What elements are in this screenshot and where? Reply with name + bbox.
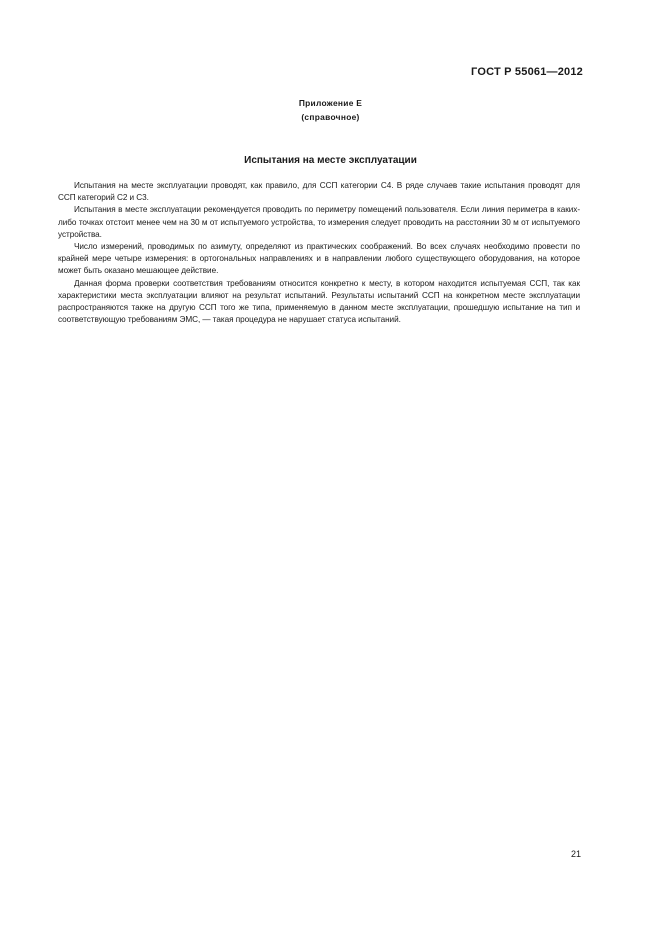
section-title: Испытания на месте эксплуатации — [244, 155, 417, 166]
paragraph-1: Испытания на месте эксплуатации проводят, как правило, для ССП категории С4. В ряде случаев такие испытания проводят для ССП категорий С2 и С3. — [58, 181, 580, 203]
paragraph-3: Число измерений, проводимых по азимуту, определяют из практических соображений. Во всех случаях необходимо провести по крайней мере четыре измерения: в ортогональных направлениях и в направлении любого существующего оборудования, на которое может быть оказано мешающее действие. — [58, 242, 580, 276]
document-code: ГОСТ Р 55061—2012 — [471, 66, 583, 78]
paragraph-2: Испытания в месте эксплуатации рекомендуется проводить по периметру помещений пользователя. Если линия периметра в каких-либо точках отстоит менее чем на 30 м от испытуемого устройства, то измерения следует проводить на расстоянии 30 м от испытуемого устройства. — [58, 205, 580, 239]
appendix-kind: (справочное) — [301, 112, 360, 122]
page-number: 21 — [570, 849, 581, 859]
appendix-label: Приложение Е — [298, 98, 363, 108]
body-text — [58, 180, 580, 326]
appendix-heading — [0, 96, 661, 124]
paragraph-4: Данная форма проверки соответствия требованиям относится конкретно к месту, в котором находится испытуемая ССП, так как характеристики места эксплуатации влияют на результат испытаний. Результаты испытаний ССП на конкретном месте эксплуатации распространяются также на другую ССП того же типа, применяемую в данном месте эксплуатации, прошедшую испытание на тип и соответствующую требованиям ЭМС, — такая процедура не нарушает статуса испытаний. — [58, 278, 580, 325]
